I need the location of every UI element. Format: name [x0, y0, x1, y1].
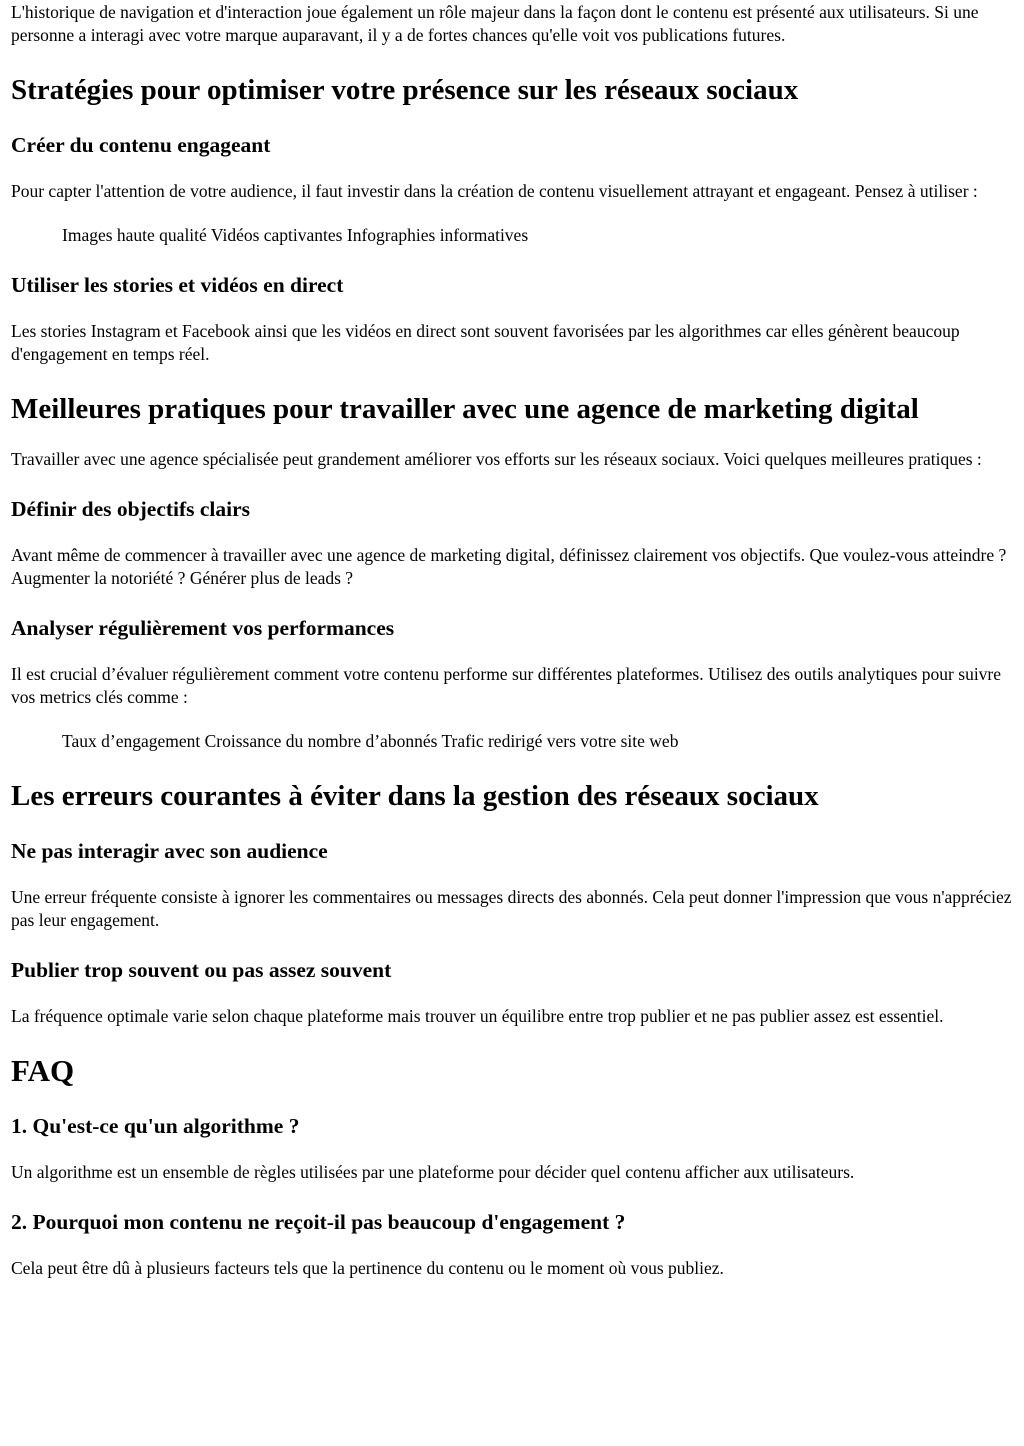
content-types-list [11, 224, 1016, 247]
paragraph-best-practices: Travailler avec une agence spécialisée peut grandement améliorer vos efforts sur les réseaux sociaux. Voici quelques meilleures pratiques : [11, 449, 982, 469]
subheading-clear-objectives: Définir des objectifs clairs [11, 497, 251, 521]
faq-answer-2: Cela peut être dû à plusieurs facteurs tels que la pertinence du contenu ou le moment où vous publiez. [11, 1258, 724, 1278]
list-item: Taux d’engagement [62, 731, 201, 751]
section-heading-strategies: Stratégies pour optimiser votre présence sur les réseaux sociaux [11, 74, 799, 106]
subheading-posting-frequency: Publier trop souvent ou pas assez souvent [11, 958, 392, 982]
list-item: Images haute qualité [62, 225, 207, 245]
list-item: Infographies informatives [346, 225, 529, 245]
list-item: Croissance du nombre d’abonnés [204, 731, 438, 751]
article-body [11, 0, 1016, 1280]
paragraph-analyze-performance: Il est crucial d’évaluer régulièrement comment votre contenu performe sur différentes plateformes. Utilisez des outils analytiques pour suivre vos metrics clés comme : [11, 664, 1002, 707]
paragraph-engaging-content: Pour capter l'attention de votre audience, il faut investir dans la création de contenu visuellement attrayant et engageant. Pensez à utiliser : [11, 181, 978, 201]
section-heading-best-practices: Meilleures pratiques pour travailler avec une agence de marketing digital [11, 393, 919, 425]
faq-answer-1: Un algorithme est un ensemble de règles utilisées par une plateforme pour décider quel contenu afficher aux utilisateurs. [11, 1162, 855, 1182]
subheading-stories-live: Utiliser les stories et vidéos en direct [11, 273, 344, 297]
faq-question-2: 2. Pourquoi mon contenu ne reçoit-il pas beaucoup d'engagement ? [11, 1210, 626, 1234]
metrics-list [11, 730, 1016, 753]
subheading-no-interaction: Ne pas interagir avec son audience [11, 839, 328, 863]
paragraph-posting-frequency: La fréquence optimale varie selon chaque plateforme mais trouver un équilibre entre trop publier et ne pas publier assez est essentiel. [11, 1006, 944, 1026]
subheading-engaging-content: Créer du contenu engageant [11, 133, 271, 157]
subheading-analyze-performance: Analyser régulièrement vos performances [11, 616, 395, 640]
list-item: Vidéos captivantes [210, 225, 343, 245]
section-heading-common-mistakes: Les erreurs courantes à éviter dans la gestion des réseaux sociaux [11, 780, 819, 812]
faq-question-1: 1. Qu'est-ce qu'un algorithme ? [11, 1114, 300, 1138]
list-item: Trafic redirigé vers votre site web [441, 731, 679, 751]
intro-paragraph: L'historique de navigation et d'interaction joue également un rôle majeur dans la façon dont le contenu est présenté aux utilisateurs. Si une personne a interagi avec votre marque auparavant, il y a de fortes chances qu'elle voit vos publications futures. [11, 2, 979, 45]
paragraph-clear-objectives: Avant même de commencer à travailler avec une agence de marketing digital, définissez clairement vos objectifs. Que voulez-vous atteindre ? Augmenter la notoriété ? Générer plus de leads ? [11, 545, 1007, 588]
paragraph-no-interaction: Une erreur fréquente consiste à ignorer les commentaires ou messages directs des abonnés. Cela peut donner l'impression que vous n'appréciez pas leur engagement. [11, 887, 1012, 930]
section-heading-faq: FAQ [11, 1053, 75, 1088]
paragraph-stories-live: Les stories Instagram et Facebook ainsi que les vidéos en direct sont souvent favorisées par les algorithmes car elles génèrent beaucoup d'engagement en temps réel. [11, 321, 960, 364]
